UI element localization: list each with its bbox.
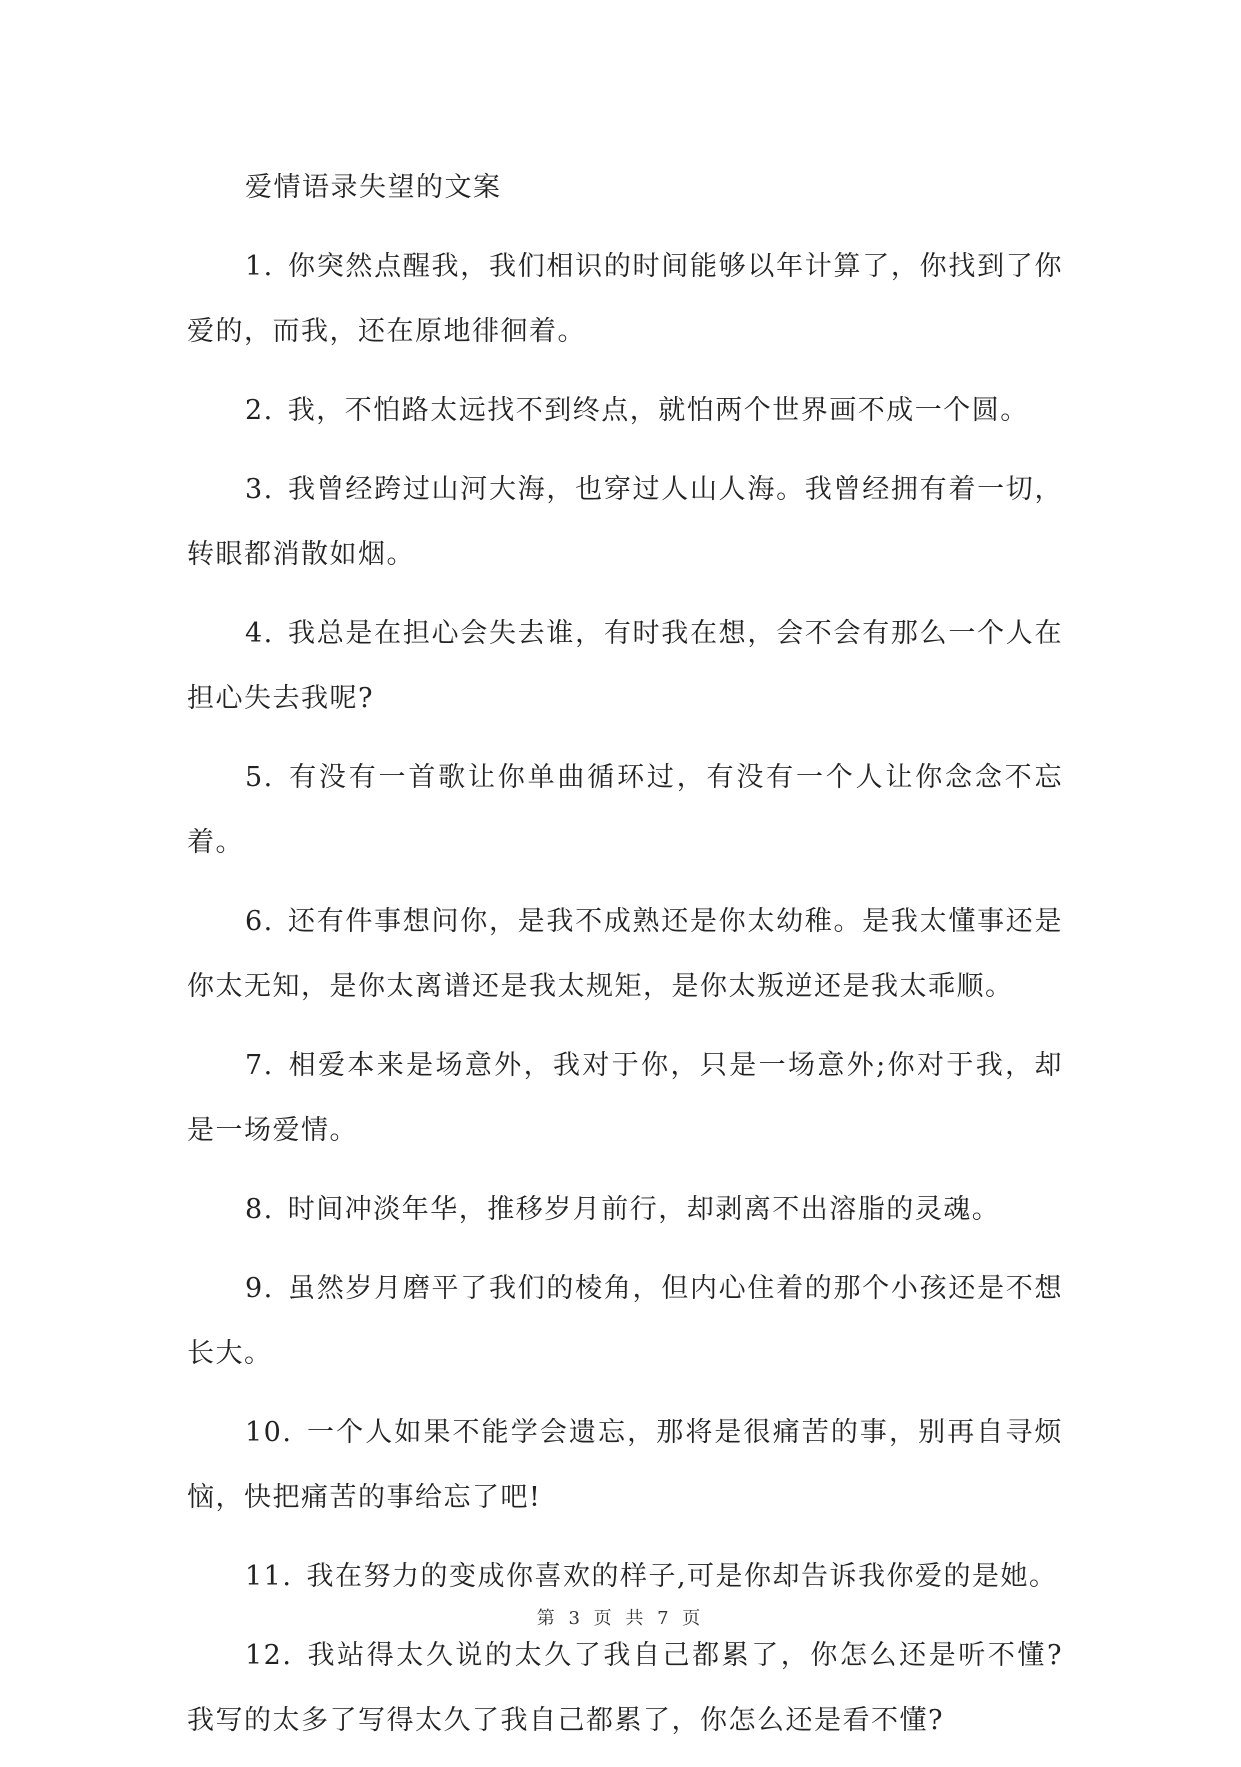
item-text: 有没有一首歌让你单曲循环过，有没有一个人让你念念不忘着。 xyxy=(187,762,1063,858)
list-item xyxy=(187,378,1063,443)
item-text: 相爱本来是场意外，我对于你，只是一场意外;你对于我，却是一场爱情。 xyxy=(187,1050,1063,1146)
item-number: 11. xyxy=(245,1561,293,1592)
list-item xyxy=(187,1400,1063,1530)
item-number: 9. xyxy=(245,1273,274,1304)
item-text: 我，不怕路太远找不到终点，就怕两个世界画不成一个圆。 xyxy=(287,395,1029,426)
item-number: 5. xyxy=(245,762,274,793)
list-item xyxy=(187,1256,1063,1386)
item-number: 2. xyxy=(245,395,274,426)
item-text: 我站得太久说的太久了我自己都累了，你怎么还是听不懂?我写的太多了写得太久了我自己都累了，你怎么还是看不懂? xyxy=(187,1640,1063,1736)
item-text: 我在努力的变成你喜欢的样子,可是你却告诉我你爱的是她。 xyxy=(306,1561,1058,1592)
list-item xyxy=(187,1033,1063,1163)
list-item xyxy=(187,745,1063,875)
item-text: 我总是在担心会失去谁，有时我在想，会不会有那么一个人在担心失去我呢? xyxy=(187,618,1063,714)
page-number: 第 3 页 共 7 页 xyxy=(536,1608,705,1629)
item-number: 3. xyxy=(245,474,274,505)
item-text: 一个人如果不能学会遗忘，那将是很痛苦的事，别再自寻烦恼，快把痛苦的事给忘了吧! xyxy=(187,1417,1063,1513)
list-item xyxy=(187,889,1063,1019)
document-body xyxy=(187,155,1063,1767)
item-number: 10. xyxy=(245,1417,293,1448)
item-number: 6. xyxy=(245,906,274,937)
item-text: 时间冲淡年华，推移岁月前行，却剥离不出溶脂的灵魂。 xyxy=(287,1194,1001,1225)
document-title: 爱情语录失望的文案 xyxy=(245,172,502,203)
list-item xyxy=(187,1177,1063,1242)
item-number: 8. xyxy=(245,1194,274,1225)
list-item xyxy=(187,1623,1063,1753)
list-item xyxy=(187,1544,1063,1609)
list-item xyxy=(187,457,1063,587)
item-number: 4. xyxy=(245,618,274,649)
item-text: 还有件事想问你，是我不成熟还是你太幼稚。是我太懂事还是你太无知，是你太离谱还是我太规矩，是你太叛逆还是我太乖顺。 xyxy=(187,906,1063,1002)
list-item xyxy=(187,234,1063,364)
item-number: 7. xyxy=(245,1050,274,1081)
item-text: 你突然点醒我，我们相识的时间能够以年计算了，你找到了你爱的，而我，还在原地徘徊着。 xyxy=(187,251,1063,347)
item-number: 1. xyxy=(245,251,274,282)
item-number: 12. xyxy=(245,1640,293,1671)
item-text: 我曾经跨过山河大海，也穿过人山人海。我曾经拥有着一切，转眼都消散如烟。 xyxy=(187,474,1063,570)
list-item xyxy=(187,601,1063,731)
item-text: 虽然岁月磨平了我们的棱角，但内心住着的那个小孩还是不想长大。 xyxy=(187,1273,1063,1369)
